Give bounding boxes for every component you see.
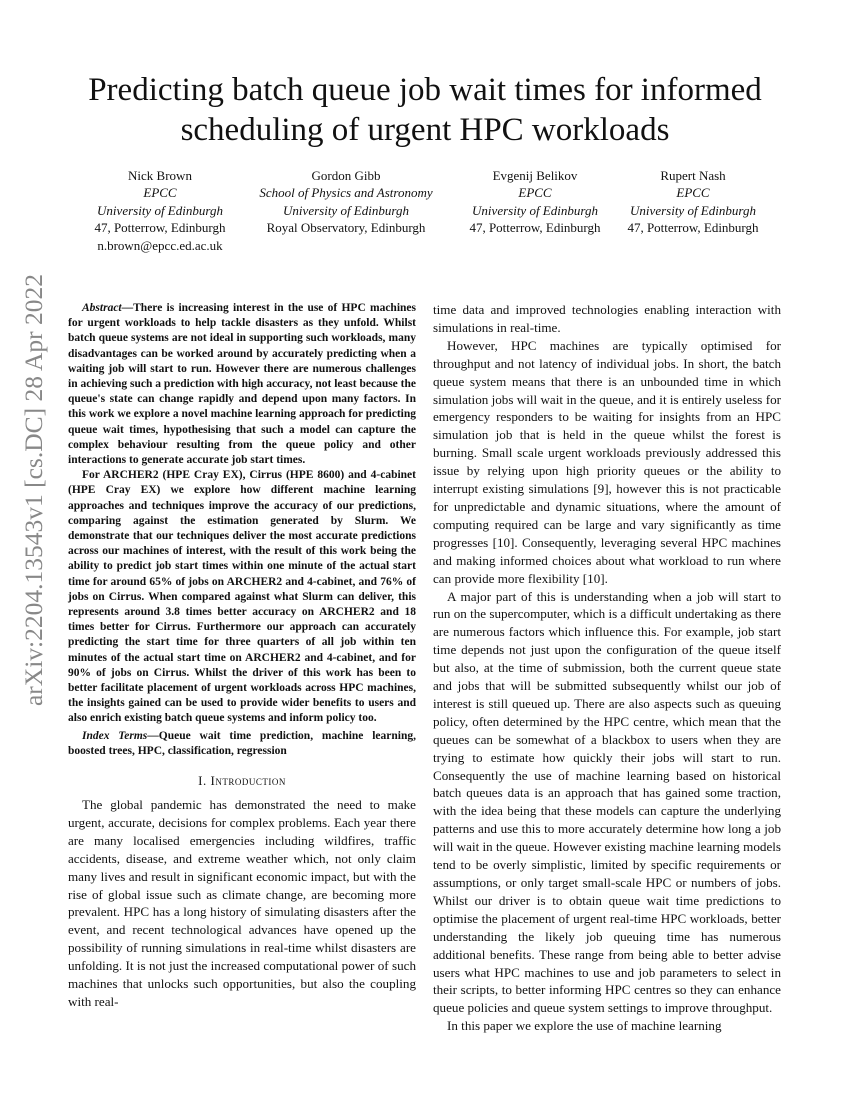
- right-column: [433, 301, 781, 1035]
- author-2: Gordon Gibb School of Physics and Astronomy University of Edinburgh Royal Observatory, Edinburgh: [259, 168, 433, 236]
- section-heading-introduction: I. Introduction: [198, 773, 286, 789]
- index-terms: Index Terms—Queue wait time prediction, machine learning, boosted trees, HPC, classification, regression: [68, 729, 416, 757]
- abstract-paragraph-1: Abstract—There is increasing interest in the use of HPC machines for urgent workloads to help tackle disasters as they unfold. Whilst batch queue systems are not ideal in supporting such workloads, many disadvantages can be worked around by accurately predicting when a waiting job will start to run. However there are numerous challenges in achieving such a prediction with high accuracy, not least because the queue's state can change rapidly and depend upon many factors. In this work we explore a novel machine learning approach for predicting queue wait times, hypothesising that such a model can capture the complex behaviour resulting from the queue policy and other interactions to generate accurate job start times.: [68, 302, 416, 467]
- paper-title: Predicting batch queue job wait times for informed scheduling of urgent HPC workloads: [88, 72, 762, 148]
- intro-paragraph-3: A major part of this is understanding when a job will start to run on the supercomputer, which is a difficult undertaking as there are numerous factors which influence this. For example, job start time depends not just upon the configuration of the queue itself but also, at the time of submission, both the current queue state and jobs that will be submitted subsequently whilst our job of interest is still queued up. There are also aspects such as queuing policy, often determined by the HPC centre, which mean that the queues can be somewhat of a blackbox to users when they are trying to estimate how quickly their jobs will start to run. Consequently the use of machine learning based on historical batch queues data is an approach that has gained some traction, with the idea being that these models can capture the underlying patterns and use this to more accurately determine how long a job will wait in the queue. However existing machine learning models tend to be overly simplistic, limited by specific requirements or assumptions, or only target small-scale HPC or numbers of jobs. Whilst our driver is to obtain queue wait time predictions to optimise the placement of urgent real-time HPC workloads, better understanding the likely job queuing time has numerous additional benefits. These range from being able to better advise users what HPC machines to use and job parameters to select in their scripts, to better informing HPC centres so they can enhance queue policies and queue system settings to improve throughput.: [433, 588, 781, 1016]
- author-3: Evgenij Belikov EPCC University of Edinburgh 47, Potterrow, Edinburgh: [469, 168, 601, 236]
- left-column: [68, 301, 416, 1011]
- intro-paragraph-continued: time data and improved technologies enabling interaction with simulations in real-time.: [433, 302, 781, 335]
- author-1: Nick Brown EPCC University of Edinburgh 47, Potterrow, Edinburgh n.brown@epcc.ed.ac.uk: [94, 168, 226, 253]
- arxiv-identifier: arXiv:2204.13543v1 [cs.DC] 28 Apr 2022: [19, 273, 48, 707]
- intro-paragraph-4: In this paper we explore the use of machine learning: [447, 1018, 722, 1034]
- intro-paragraph-2: However, HPC machines are typically optimised for throughput and not latency of individual jobs. In short, the batch queue system means that there is an unbounded time in which simulation jobs will wait in the queue, and it is entirely useless for emergency responders to be waiting for insights from an HPC simulation job that is held in the queue whilst the forest is burning. Small scale urgent workloads previously addressed this issue by relying upon high priority queues or the ability to interrupt existing simulations [9], however this is not practicable for unpredictable and dynamic situations, where the amount of computing required can be large and vary significantly as time progresses [10]. Consequently, leveraging several HPC machines and making informed choices about what workload to run where can provide more flexibility [10].: [433, 337, 781, 586]
- author-4: Rupert Nash EPCC University of Edinburgh 47, Potterrow, Edinburgh: [627, 168, 759, 236]
- abstract-paragraph-2: For ARCHER2 (HPE Cray EX), Cirrus (HPE 8600) and 4-cabinet (HPE Cray EX) we explore how different machine learning approaches and techniques improve the accuracy of our predictions, comparing against the estimation generated by Slurm. We demonstrate that our techniques deliver the most accurate predictions across our machines of interest, with the result of this work being the ability to predict job start times within one minute of the actual start time for around 65% of jobs on ARCHER2 and 4-cabinet, and 76% of jobs on Cirrus. When compared against what Slurm can deliver, this represents around 3.8 times better accuracy on ARCHER2 and 18 times better for Cirrus. Furthermore our approach can accurately predicting the start time for three quarters of all job within ten minutes of the actual start time on ARCHER2 and 4-cabinet, and for 90% of jobs on Cirrus. Whilst the driver of this work has been to better facilitate placement of urgent workloads across HPC machines, the insights gained can be used to provide wider benefits to users and also enrich existing batch queue systems and inform policy too.: [68, 469, 416, 725]
- intro-paragraph-1: The global pandemic has demonstrated the need to make urgent, accurate, decisions for complex problems. Each year there are many localised emergencies including wildfires, traffic accidents, disease, and extreme weather which, not only claim many lives and result in significant economic impact, but with the rise of global issue such as climate change, are becoming more prevalent. HPC has a long history of simulating disasters after the event, and recent technological advances have opened up the possibility of running simulations in real-time whilst disasters are unfolding. It is not just the increased computational power of such machines that unlocks such opportunities, but also the coupling with real-: [68, 797, 416, 1009]
